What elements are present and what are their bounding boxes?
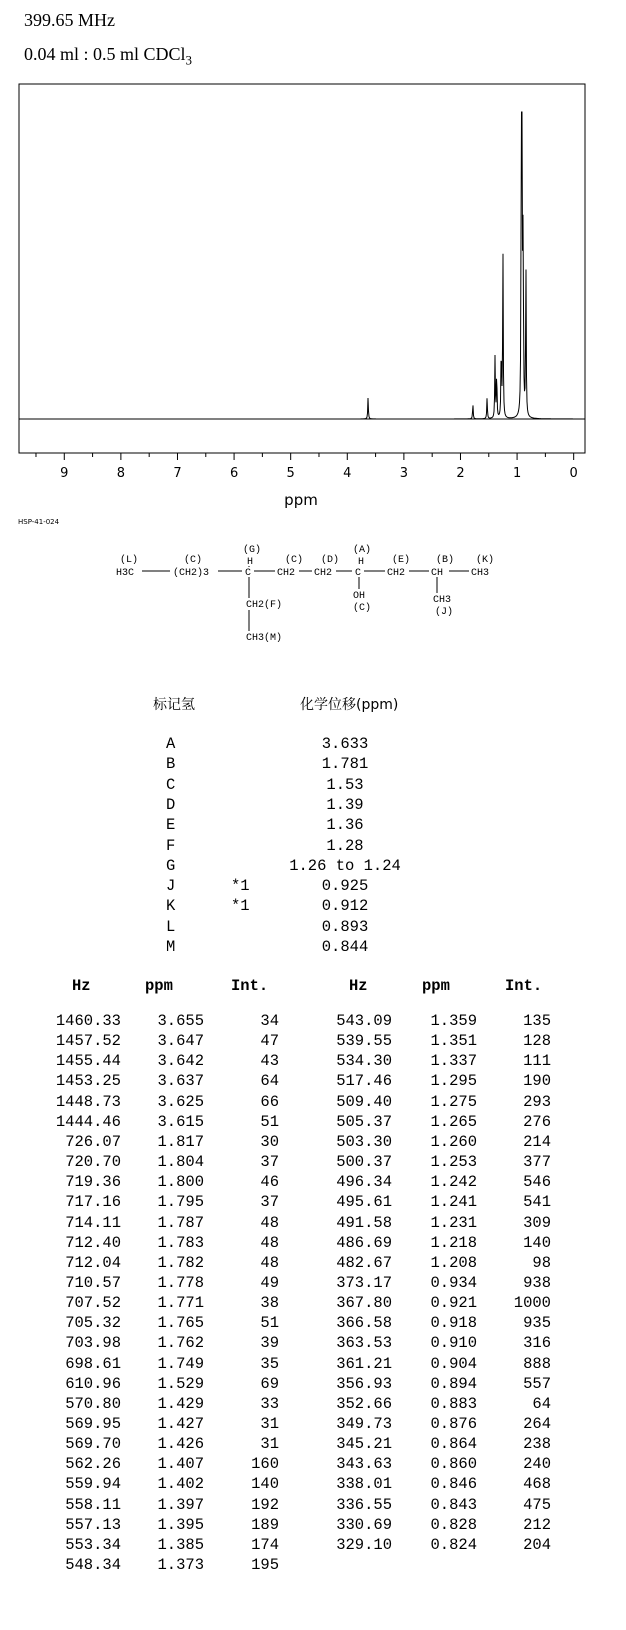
peak-hz: 569.70: [65, 1435, 121, 1454]
peak-int: 98: [532, 1253, 551, 1272]
label-g: (G): [243, 545, 262, 556]
peak-int: 475: [523, 1495, 551, 1514]
atom-h-g: H: [247, 557, 254, 568]
peak-int: 37: [260, 1193, 279, 1212]
label-c1: (C): [184, 555, 203, 566]
peak-row: [0, 1274, 600, 1295]
group-ch2-3: (CH2)3: [173, 568, 210, 579]
assignment-note: *1: [231, 897, 250, 916]
label-d: (D): [321, 555, 340, 566]
peak-ppm: 1.397: [157, 1495, 204, 1514]
peak-int: 47: [260, 1032, 279, 1051]
peak-hz: 610.96: [65, 1374, 121, 1393]
peak-ppm: 1.778: [157, 1273, 204, 1292]
peak-int: 135: [523, 1012, 551, 1030]
peak-hz: 714.11: [65, 1213, 121, 1232]
peak-row: [0, 1032, 600, 1053]
label-j: (J): [435, 607, 454, 618]
peak-int: 377: [523, 1153, 551, 1172]
peak-int: 541: [523, 1193, 551, 1212]
x-tick-label: 2: [456, 466, 465, 481]
assignment-label: M: [166, 938, 176, 956]
peak-hz: 558.11: [65, 1495, 121, 1514]
peak-ppm: 0.934: [430, 1273, 477, 1292]
peak-ppm: 0.883: [430, 1394, 477, 1413]
peak-ppm: 1.429: [157, 1394, 204, 1413]
peak-ppm: 1.295: [430, 1072, 477, 1091]
peak-hz: 1457.52: [55, 1032, 121, 1051]
assignment-header-shift: 化学位移(ppm): [300, 697, 399, 713]
label-k: (K): [476, 555, 495, 566]
peak-row: [0, 1334, 600, 1355]
x-tick-label: 3: [399, 466, 409, 481]
peak-ppm: 3.655: [157, 1012, 204, 1030]
peak-ppm: 1.241: [430, 1193, 477, 1212]
peak-hz: 559.94: [65, 1475, 121, 1494]
peak-hz: 336.55: [336, 1495, 392, 1514]
x-tick-label: 9: [60, 466, 69, 481]
label-b: (B): [436, 555, 455, 566]
peak-ppm: 1.265: [430, 1112, 477, 1131]
peak-hz: 570.80: [65, 1394, 121, 1413]
peak-hz: 329.10: [336, 1535, 392, 1554]
peak-row: [0, 1012, 600, 1033]
peak-hz: 482.67: [336, 1253, 392, 1272]
assignment-row: [0, 796, 440, 817]
peak-row: [0, 1496, 600, 1517]
peak-int: 48: [260, 1233, 279, 1252]
assignment-row: [0, 918, 440, 939]
assignment-label: K: [166, 897, 176, 916]
peak-int: 264: [523, 1415, 551, 1433]
assignment-row: [0, 857, 440, 878]
peak-hz: 707.52: [65, 1294, 121, 1313]
peak-ppm: 1.804: [157, 1153, 204, 1172]
peak-hz: 503.30: [336, 1132, 392, 1151]
peak-hz: 719.36: [65, 1173, 121, 1192]
assignment-shift: 0.912: [321, 897, 369, 916]
peak-ppm: 1.385: [157, 1535, 204, 1554]
peak-row: [0, 1395, 600, 1416]
group-ch2-c: CH2: [387, 568, 406, 579]
peak-ppm: 0.918: [430, 1314, 477, 1333]
peak-hz: 517.46: [336, 1072, 392, 1091]
peak-int: 35: [260, 1354, 279, 1373]
peak-header-hz-right: Hz: [349, 977, 368, 995]
assignment-row: [0, 755, 440, 776]
peak-hz: 720.70: [65, 1153, 121, 1172]
peak-int: 69: [260, 1374, 279, 1393]
peak-int: 34: [260, 1012, 279, 1030]
peak-int: 546: [523, 1173, 551, 1192]
assignment-row: [0, 816, 440, 837]
peak-int: 160: [251, 1455, 279, 1474]
group-oh: OH: [353, 591, 366, 602]
peak-hz: 500.37: [336, 1153, 392, 1172]
peak-hz: 726.07: [65, 1132, 121, 1151]
peak-hz: 1444.46: [55, 1112, 121, 1131]
x-tick-label: 0: [569, 466, 578, 481]
peak-int: 238: [523, 1435, 551, 1454]
peak-int: 468: [523, 1475, 551, 1494]
peak-ppm: 1.427: [157, 1415, 204, 1433]
peak-ppm: 0.864: [430, 1435, 477, 1454]
peak-row: [0, 1153, 600, 1174]
peak-int: 935: [523, 1314, 551, 1333]
assignment-row: [0, 776, 440, 797]
peak-row: [0, 1294, 600, 1315]
peak-int: 128: [523, 1032, 551, 1051]
spectrum-code: HSP-41-024: [18, 518, 60, 526]
peak-header-ppm-right: ppm: [422, 977, 450, 995]
peak-int: 111: [523, 1052, 551, 1071]
peak-row: [0, 1193, 600, 1214]
peak-ppm: 1.402: [157, 1475, 204, 1494]
peak-int: 1000: [513, 1294, 551, 1313]
peak-ppm: 1.762: [157, 1334, 204, 1353]
peak-ppm: 1.208: [430, 1253, 477, 1272]
peak-int: 66: [260, 1092, 279, 1111]
peak-int: 190: [523, 1072, 551, 1091]
peak-hz: 1460.33: [55, 1012, 121, 1030]
peak-hz: 703.98: [65, 1334, 121, 1353]
assignment-row: [0, 877, 440, 898]
x-tick-label: 7: [173, 466, 182, 481]
peak-int: 31: [260, 1415, 279, 1433]
peak-int: 204: [523, 1535, 551, 1554]
peak-hz: 698.61: [65, 1354, 121, 1373]
peak-hz: 367.80: [336, 1294, 392, 1313]
assignment-shift: 0.844: [321, 938, 369, 956]
peak-hz: 505.37: [336, 1112, 392, 1131]
label-a: (A): [353, 545, 372, 556]
peak-int: 240: [523, 1455, 551, 1474]
peak-int: 33: [260, 1394, 279, 1413]
peak-hz: 366.58: [336, 1314, 392, 1333]
peak-int: 43: [260, 1052, 279, 1071]
assignment-label: E: [166, 816, 176, 835]
peak-header-int-right: Int.: [505, 977, 543, 995]
assignment-shift: 1.781: [321, 755, 369, 774]
peak-int: 195: [251, 1556, 279, 1575]
peak-ppm: 3.625: [157, 1092, 204, 1111]
x-tick-label: 5: [286, 466, 295, 481]
assignment-label: J: [166, 877, 176, 896]
peak-hz: 491.58: [336, 1213, 392, 1232]
peak-row: [0, 1415, 600, 1436]
peak-int: 30: [260, 1132, 279, 1151]
peak-hz: 345.21: [336, 1435, 392, 1454]
peak-row: [0, 1556, 600, 1577]
assignment-label: G: [166, 856, 176, 875]
peak-ppm: 0.828: [430, 1515, 477, 1534]
peak-ppm: 1.407: [157, 1455, 204, 1474]
peak-hz: 1453.25: [55, 1072, 121, 1091]
assignment-shift: 1.28: [326, 836, 364, 855]
peak-int: 192: [251, 1495, 279, 1514]
peak-int: 140: [251, 1475, 279, 1494]
peak-ppm: 1.242: [430, 1173, 477, 1192]
nmr-spectrum-chart: [0, 0, 626, 520]
peak-ppm: 1.359: [430, 1012, 477, 1030]
group-ch3-m: CH3(M): [246, 633, 283, 644]
peak-ppm: 0.904: [430, 1354, 477, 1373]
peak-row: [0, 1375, 600, 1396]
group-ch2-a: CH2: [277, 568, 296, 579]
peak-int: 49: [260, 1273, 279, 1292]
assignment-row: [0, 837, 440, 858]
peak-hz: 539.55: [336, 1032, 392, 1051]
group-h3c: H3C: [116, 568, 135, 579]
x-axis: [36, 453, 578, 481]
peak-hz: 1455.44: [55, 1052, 121, 1071]
group-ch2-f: CH2(F): [246, 600, 283, 611]
peak-row: [0, 1052, 600, 1073]
assignment-row: [0, 897, 440, 918]
peak-row: [0, 1133, 600, 1154]
spectrometer-frequency: 399.65 MHz: [24, 10, 115, 30]
peak-int: 189: [251, 1515, 279, 1534]
peak-ppm: 1.395: [157, 1515, 204, 1534]
assignment-shift: 1.26 to 1.24: [289, 856, 401, 875]
peak-ppm: 1.260: [430, 1132, 477, 1151]
assignment-label: D: [166, 795, 176, 814]
peak-hz: 712.04: [65, 1253, 121, 1272]
peak-hz: 509.40: [336, 1092, 392, 1111]
peak-ppm: 1.426: [157, 1435, 204, 1454]
atom-c-a: C: [355, 568, 362, 579]
assignment-label: B: [166, 755, 176, 774]
label-oh-c: (C): [353, 603, 372, 614]
assignment-shift: 1.36: [326, 816, 364, 835]
assignment-shift: 1.53: [326, 775, 364, 794]
peak-hz: 569.95: [65, 1415, 121, 1433]
peak-ppm: 1.337: [430, 1052, 477, 1071]
peak-ppm: 0.846: [430, 1475, 477, 1494]
label-l: (L): [120, 555, 139, 566]
peak-hz: 496.34: [336, 1173, 392, 1192]
peak-int: 64: [260, 1072, 279, 1091]
peak-row: [0, 1113, 600, 1134]
peak-hz: 717.16: [65, 1193, 121, 1212]
peak-ppm: 1.787: [157, 1213, 204, 1232]
peak-header-hz-left: Hz: [72, 977, 91, 995]
peak-ppm: 0.894: [430, 1374, 477, 1393]
peak-int: 938: [523, 1273, 551, 1292]
peak-row: [0, 1093, 600, 1114]
assignment-shift: 3.633: [321, 735, 369, 753]
assignment-label: A: [166, 735, 176, 753]
peak-hz: 495.61: [336, 1193, 392, 1212]
peak-int: 51: [260, 1314, 279, 1333]
peak-int: 140: [523, 1233, 551, 1252]
assignment-note: *1: [231, 877, 250, 896]
peak-hz: 352.66: [336, 1394, 392, 1413]
peak-row: [0, 1475, 600, 1496]
assignment-shift: 0.925: [321, 877, 369, 896]
peak-ppm: 1.795: [157, 1193, 204, 1212]
peak-row: [0, 1455, 600, 1476]
peak-hz: 373.17: [336, 1273, 392, 1292]
peak-row: [0, 1435, 600, 1456]
group-ch3-k: CH3: [471, 568, 490, 579]
group-ch2-b: CH2: [314, 568, 333, 579]
peak-hz: 363.53: [336, 1334, 392, 1353]
assignment-shift: 0.893: [321, 917, 369, 936]
peak-int: 46: [260, 1173, 279, 1192]
peak-row: [0, 1314, 600, 1335]
peak-ppm: 3.642: [157, 1052, 204, 1071]
peak-ppm: 1.275: [430, 1092, 477, 1111]
peak-int: 37: [260, 1153, 279, 1172]
x-tick-label: 1: [512, 466, 522, 481]
x-tick-label: 8: [116, 466, 126, 481]
peak-int: 316: [523, 1334, 551, 1353]
peak-hz: 338.01: [336, 1475, 392, 1494]
peak-ppm: 1.765: [157, 1314, 204, 1333]
assignment-label: L: [166, 917, 176, 936]
atom-h-a: H: [358, 557, 365, 568]
assignment-header-label: 标记氢: [153, 697, 195, 713]
assignment-label: F: [166, 836, 176, 855]
peak-row: [0, 1536, 600, 1557]
peak-int: 276: [523, 1112, 551, 1131]
peak-hz: 712.40: [65, 1233, 121, 1252]
peak-int: 39: [260, 1334, 279, 1353]
peak-ppm: 0.824: [430, 1535, 477, 1554]
peak-hz: 486.69: [336, 1233, 392, 1252]
peak-int: 293: [523, 1092, 551, 1111]
peak-ppm: 1.253: [430, 1153, 477, 1172]
chemical-structure: [100, 540, 520, 650]
peak-hz: 349.73: [336, 1415, 392, 1433]
peak-ppm: 1.218: [430, 1233, 477, 1252]
group-ch3-j: CH3: [433, 595, 452, 606]
spectrum-trace: [19, 112, 585, 419]
peak-int: 48: [260, 1253, 279, 1272]
peak-hz: 548.34: [65, 1556, 121, 1575]
peak-hz: 562.26: [65, 1455, 121, 1474]
peak-ppm: 3.647: [157, 1032, 204, 1051]
peak-header-ppm-left: ppm: [145, 977, 173, 995]
peak-row: [0, 1173, 600, 1194]
peak-row: [0, 1355, 600, 1376]
assignment-row: [0, 938, 440, 959]
peak-ppm: 0.860: [430, 1455, 477, 1474]
peak-hz: 330.69: [336, 1515, 392, 1534]
peak-hz: 705.32: [65, 1314, 121, 1333]
peak-ppm: 0.921: [430, 1294, 477, 1313]
peak-int: 51: [260, 1112, 279, 1131]
peak-row: [0, 1254, 600, 1275]
peak-hz: 710.57: [65, 1273, 121, 1292]
group-ch: CH: [431, 568, 444, 579]
peak-ppm: 1.817: [157, 1132, 204, 1151]
peak-hz: 1448.73: [55, 1092, 121, 1111]
peak-hz: 534.30: [336, 1052, 392, 1071]
solvent-subscript: 3: [185, 52, 193, 68]
atom-c-g: C: [245, 568, 252, 579]
peak-header-int-left: Int.: [231, 977, 269, 995]
peak-hz: 543.09: [336, 1012, 392, 1030]
peak-hz: 557.13: [65, 1515, 121, 1534]
peak-int: 38: [260, 1294, 279, 1313]
peak-ppm: 0.843: [430, 1495, 477, 1514]
peak-int: 174: [251, 1535, 279, 1554]
x-tick-label: 4: [343, 466, 352, 481]
peak-int: 888: [523, 1354, 551, 1373]
peak-row: [0, 1214, 600, 1235]
peak-int: 64: [532, 1394, 551, 1413]
peak-ppm: 0.910: [430, 1334, 477, 1353]
peak-ppm: 1.771: [157, 1294, 204, 1313]
peak-ppm: 1.529: [157, 1374, 204, 1393]
peak-int: 31: [260, 1435, 279, 1454]
peak-ppm: 1.749: [157, 1354, 204, 1373]
label-c2: (C): [285, 555, 304, 566]
peak-hz: 356.93: [336, 1374, 392, 1393]
peak-ppm: 3.615: [157, 1112, 204, 1131]
peak-ppm: 1.373: [157, 1556, 204, 1575]
assignment-label: C: [166, 775, 176, 794]
peak-ppm: 1.782: [157, 1253, 204, 1272]
peak-row: [0, 1516, 600, 1537]
peak-int: 212: [523, 1515, 551, 1534]
assignment-row: [0, 735, 440, 756]
peak-ppm: 1.783: [157, 1233, 204, 1252]
peak-ppm: 1.351: [430, 1032, 477, 1051]
peak-int: 557: [523, 1374, 551, 1393]
peak-int: 309: [523, 1213, 551, 1232]
x-axis-label: ppm: [284, 491, 318, 509]
peak-row: [0, 1072, 600, 1093]
peak-int: 48: [260, 1213, 279, 1232]
peak-ppm: 0.876: [430, 1415, 477, 1433]
solvent-text: 0.04 ml : 0.5 ml CDCl: [24, 44, 186, 64]
peak-hz: 343.63: [336, 1455, 392, 1474]
peak-ppm: 1.231: [430, 1213, 477, 1232]
peak-hz: 361.21: [336, 1354, 392, 1373]
label-e: (E): [392, 555, 411, 566]
x-tick-label: 6: [229, 466, 239, 481]
assignment-shift: 1.39: [326, 795, 364, 814]
peak-ppm: 1.800: [157, 1173, 204, 1192]
peak-int: 214: [523, 1132, 551, 1151]
peak-row: [0, 1234, 600, 1255]
peak-hz: 553.34: [65, 1535, 121, 1554]
peak-ppm: 3.637: [157, 1072, 204, 1091]
